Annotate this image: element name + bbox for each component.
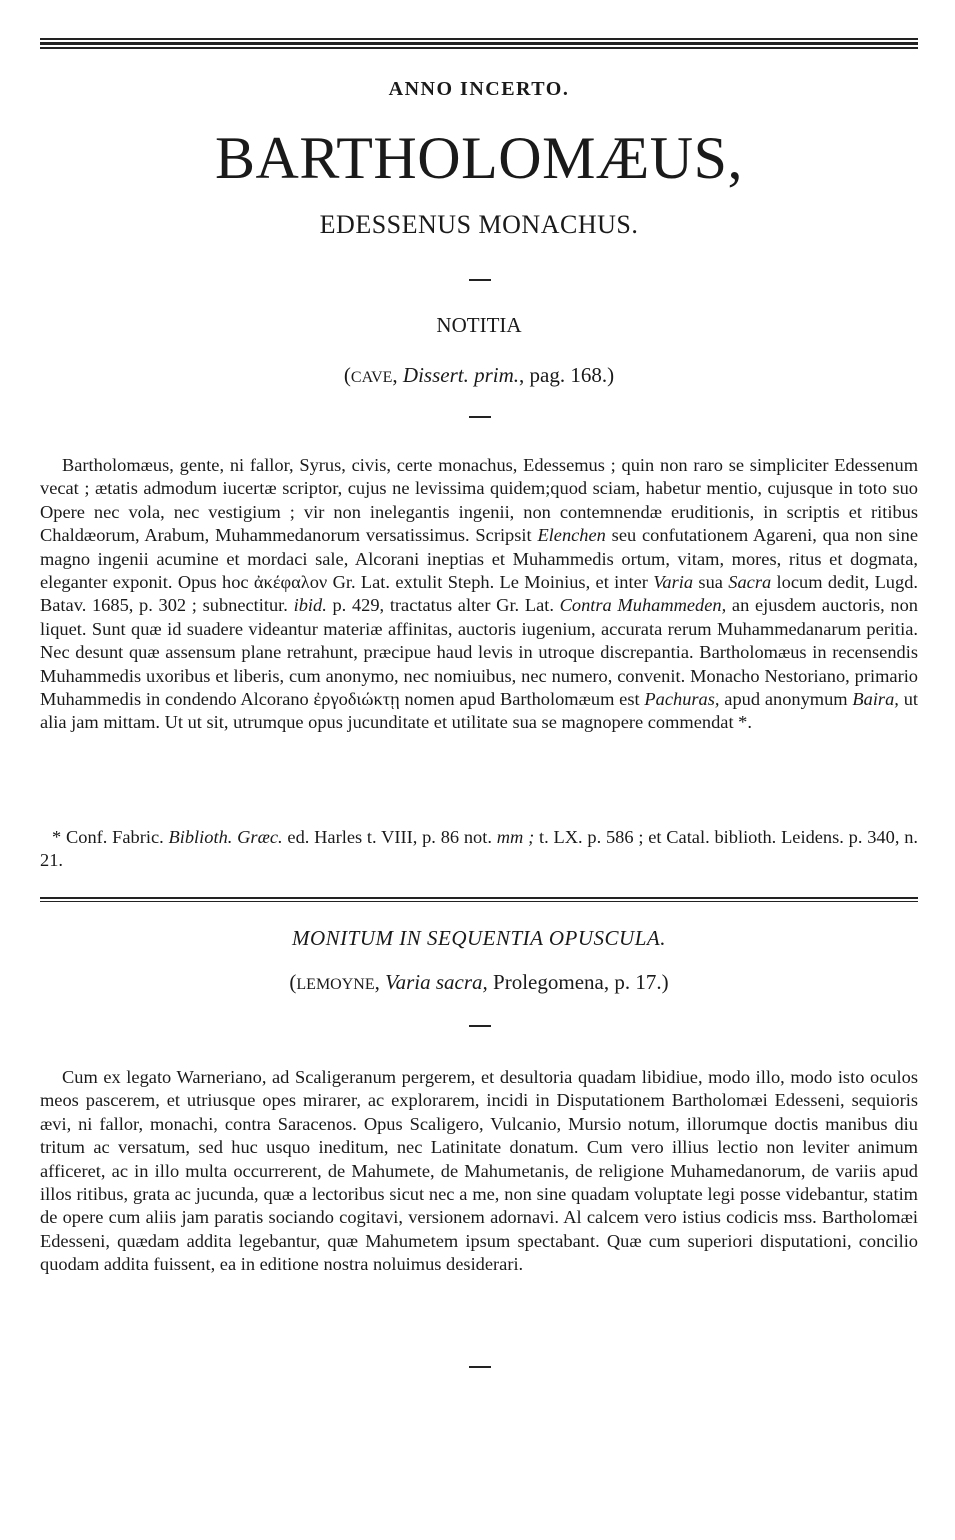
separator-dash [469, 279, 491, 281]
monitum-heading: MONITUM IN SEQUENTIA OPUSCULA. [292, 926, 666, 950]
footnote: * Conf. Fabric. Biblioth. Græc. ed. Harles t. VIII, p. 86 not. mm ; t. LX. p. 586 ; et Catal. biblioth. Leidens. p. 340, n. 21. [40, 827, 918, 871]
author-title: BARTHOLOMÆUS, [215, 125, 743, 191]
citation-work: Varia sacra, [385, 970, 488, 994]
monitum-citation: (LEMOYNE, Varia sacra, Prolegomena, p. 17.) [289, 970, 669, 994]
separator-dash [469, 416, 491, 418]
top-rule [40, 42, 918, 45]
separator-dash [469, 1366, 491, 1368]
monitum-paragraph: Cum ex legato Warneriano, ad Scaligeranum pergerem, et desultoria quadam libidiue, modo illo, modo isto oculos meos pascerem, et utriusque opes mirarer, ac explorarem, incidi in Disputationem Bartholomæi Edesseni, sequioris ævi, ni fallor, monachi, contra Saracenos. Opus Scaligero, Vulcanio, Mursio notum, illorumque doctis manibus diu tritum ac versatum, sed huc usquo ineditum, nec Latinitate donatum. Cum vero illius lectio non leviter animum afficeret, ac in illo multa occurrerent, de Mahumete, de Mahumetanis, de religione Muhamedanorum, de variis apud illos ritibus, grata ac jucunda, quæ a lectoribus sicut nec a me, non sine quadam voluptate legi posse videbantur, statim de opere cum aliis jam paratis sociando cogitavi, versionem adornavi. Al calcem vero istius codicis mss. Bartholomæi Edesseni, quædam addita legebantur, quæ Mahumetem ipsum spectabant. Quæ cum superiori disputationi, concilio quodam addita fuissent, ea in editione nostra noluimus desiderari. [40, 1067, 918, 1275]
notitia-paragraph: Bartholomæus, gente, ni fallor, Syrus, civis, certe monachus, Edessemus ; quin non raro se simpliciter Edessenum vecat ; ætatis admodum iucertæ scriptor, cujus ne levissima quidem;quod sciam, habetur mentio, cujusque in toto suo Opere nec vola, nec vestigium ; vir non inelegantis ingenii, non contemnendæ eruditionis, in scriptis et ritibus Chaldæorum, Arabum, Muhammedanorum versatissimus. Scripsit Elenchen seu confutationem Agareni, qua non sine magno ingenii acumine et mordaci sale, Alcorani ineptias et Muhammedis ortum, vitam, mores, ritus et dogmata, eleganter exponit. Opus hoc ἀκέφαλον Gr. Lat. extulit Steph. Le Moinius, et inter Varia sua Sacra locum dedit, Lugd. Batav. 1685, p. 302 ; subnectitur. ibid. p. 429, tractatus alter Gr. Lat. Contra Muhammeden, an ejusdem auctoris, non liquet. Sunt quæ id suadere videantur materiæ affinitas, auctoris iugenium, accurata rerum Muhammedanarum peritia. Nec desunt quæ assensum plane retrahunt, præcipue haud levis in utroque discrepantia. Bartholomæus in recensendis Muhammedis uxoribus et liberis, cum anonymo, nec nomiuibus, nec numero, convenit. Monacho Nestoriano, primario Muhammedis in condendo Alcorano ἐργοδιώκτῃ nomen apud Bartholomæum est Pachuras, apud anonymum Baira, ut alia jam mittam. Ut ut sit, utrumque opus jucunditate et utilitate sua se magnopere commendat *. [40, 455, 919, 733]
notitia-citation: (CAVE, Dissert. prim., pag. 168.) [343, 363, 615, 387]
citation-work: Dissert. prim. [402, 363, 520, 387]
citation-author: CAVE [350, 369, 393, 386]
citation-author: LEMOYNE [296, 976, 375, 993]
top-rule [40, 38, 918, 40]
section-rule [40, 901, 918, 902]
author-subtitle: EDESSENUS MONACHUS. [319, 210, 639, 239]
section-rule [40, 897, 918, 899]
year-label: ANNO INCERTO. [388, 78, 570, 100]
notitia-heading: NOTITIA [436, 313, 522, 337]
separator-dash [469, 1025, 491, 1027]
top-rule [40, 47, 918, 49]
